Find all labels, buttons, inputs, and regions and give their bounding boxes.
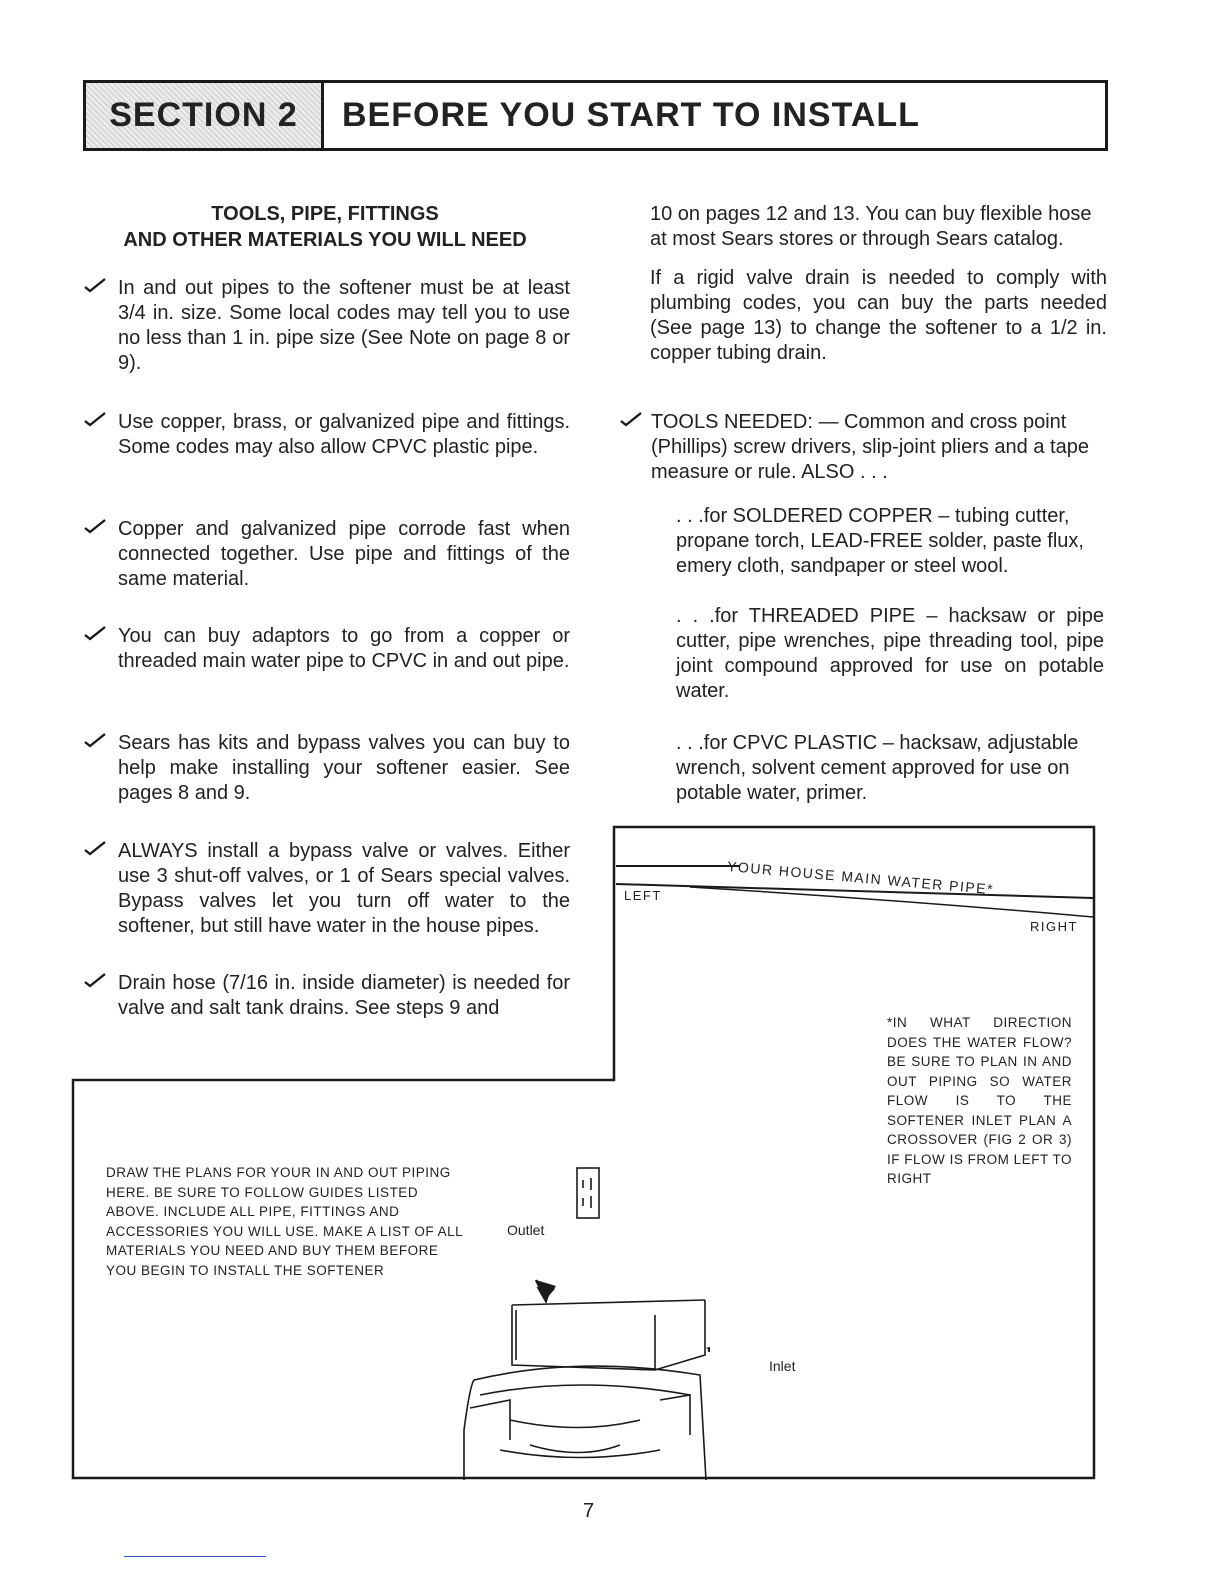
right-label: RIGHT <box>1030 919 1078 934</box>
heading-line-2: AND OTHER MATERIALS YOU WILL NEED <box>123 229 527 251</box>
continued-paragraph: 10 on pages 12 and 13. You can buy flexible hose at most Sears stores or through Sears catalog. <box>650 203 1092 250</box>
page-number: 7 <box>583 1500 595 1522</box>
main-pipe-label: YOUR HOUSE MAIN WATER PIPE* <box>726 858 995 898</box>
outlet-label: Outlet <box>507 1222 545 1238</box>
tools-needed-text: TOOLS NEEDED: — Common and cross point (Phillips) screw drivers, slip-joint pliers and a tape measure or rule. ALSO . . . <box>651 411 1089 483</box>
threaded-pipe-tools: . . .for THREADED PIPE – hacksaw or pipe cutter, pipe wrenches, pipe threading tool, pipe joint compound approved for use on potable water. <box>676 605 1104 702</box>
section-title: BEFORE YOU START TO INSTALL <box>342 96 920 134</box>
rigid-drain-paragraph: If a rigid valve drain is needed to comply with plumbing codes, you can buy the parts needed (See page 13) to change the softener to a 1/2 in. copper tubing drain. <box>650 267 1107 364</box>
list-item-text: Drain hose (7/16 in. inside diameter) is needed for valve and salt tank drains. See steps 9 and <box>118 972 570 1019</box>
soldered-copper-tools: . . .for SOLDERED COPPER – tubing cutter, propane torch, LEAD-FREE solder, paste flux, emery cloth, sandpaper or steel wool. <box>676 505 1084 577</box>
inlet-label: Inlet <box>769 1358 796 1374</box>
softener-illustration <box>450 1160 710 1480</box>
heading-line-1: TOOLS, PIPE, FITTINGS <box>211 203 439 225</box>
list-item-text: Use copper, brass, or galvanized pipe and fittings. Some codes may also allow CPVC plastic pipe. <box>118 411 570 458</box>
list-item-text: You can buy adaptors to go from a copper or threaded main water pipe to CPVC in and out pipe. <box>118 625 570 672</box>
list-item-text: In and out pipes to the softener must be at least 3/4 in. size. Some local codes may tell you to use no less than 1 in. pipe size (See Note on page 8 or 9). <box>118 277 570 374</box>
plan-instructions: DRAW THE PLANS FOR YOUR IN AND OUT PIPING HERE. BE SURE TO FOLLOW GUIDES LISTED ABOVE. INCLUDE ALL PIPE, FITTINGS AND ACCESSORIES YOU WILL USE. MAKE A LIST OF ALL MATERIALS YOU NEED AND BUY THEM BEFORE YOU BEGIN TO INSTALL THE SOFTENER <box>106 1165 463 1278</box>
footer-rule <box>124 1556 266 1557</box>
list-item-text: ALWAYS install a bypass valve or valves. Either use 3 shut-off valves, or 1 of Sears special valves. Bypass valves let you turn off water to the softener, but still have water in the house pipes. <box>118 840 570 937</box>
cpvc-plastic-tools: . . .for CPVC PLASTIC – hacksaw, adjustable wrench, solvent cement approved for use on potable water, primer. <box>676 732 1079 804</box>
left-label: LEFT <box>624 888 662 903</box>
list-item-text: Copper and galvanized pipe corrode fast when connected together. Use pipe and fittings of the same material. <box>118 518 570 590</box>
list-item-text: Sears has kits and bypass valves you can buy to help make installing your softener easier. See pages 8 and 9. <box>118 732 570 804</box>
flow-direction-note: *IN WHAT DIRECTION DOES THE WATER FLOW? BE SURE TO PLAN IN AND OUT PIPING SO WATER FLOW IS TO THE SOFTENER INLET PLAN A CROSSOVER (FIG 2 OR 3) IF FLOW IS FROM LEFT TO RIGHT <box>887 1015 1072 1186</box>
section-label: SECTION 2 <box>86 83 324 148</box>
